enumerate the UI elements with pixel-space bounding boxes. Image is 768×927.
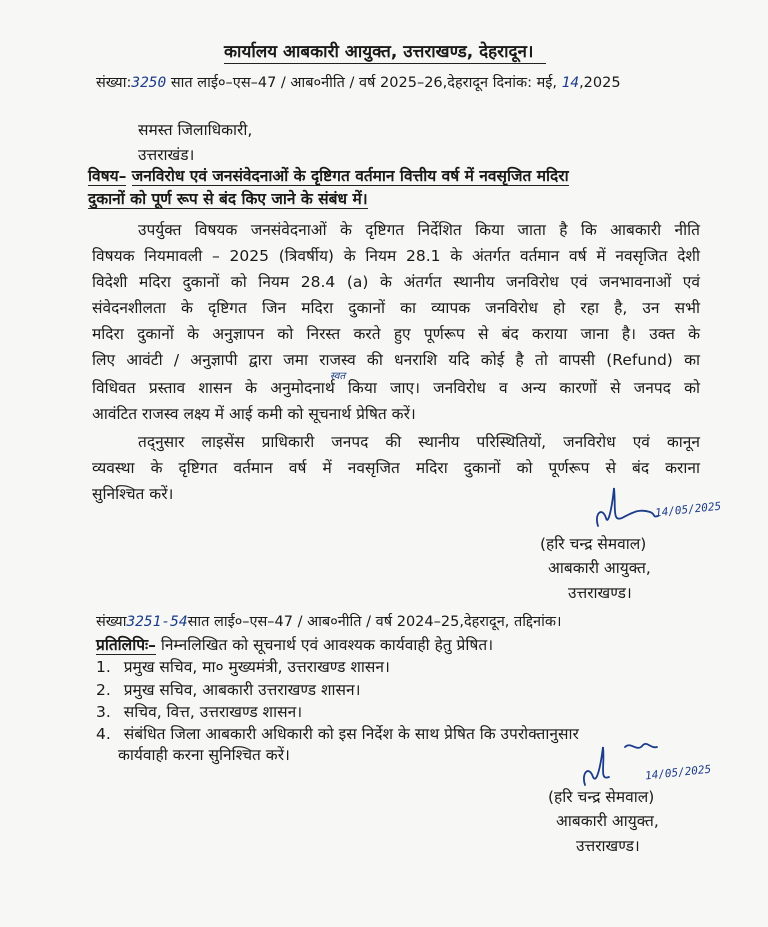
- ref-label: संख्या:: [96, 75, 132, 91]
- list-item: [96, 680, 360, 700]
- list-item-number: 2.: [96, 681, 111, 699]
- copy-ref-number: 3251-54: [126, 614, 188, 630]
- list-item-number: 1.: [96, 658, 111, 676]
- ref-year: ,2025: [579, 75, 621, 91]
- subject-label: विषय–: [88, 167, 127, 185]
- addressee-line1: समस्त जिलाधिकारी,: [138, 121, 253, 139]
- cc-label: प्रतिलिपिः–: [96, 636, 156, 654]
- para1-line: विधिवत प्रस्ताव शासन के अनुमोदनार्थ किया जाए। जनविरोध व अन्य कारणों से जनपद को: [92, 379, 700, 397]
- para1-line: लिए आवंटी / अनुज्ञापी द्वारा जमा राजस्व की धनराशि यदि कोई है तो वापसी (Refund) का: [92, 351, 700, 369]
- signer-designation: आबकारी आयुक्त,: [556, 812, 659, 830]
- list-item-text: संबंधित जिला आबकारी अधिकारी को इस निर्देश के साथ प्रेषित कि उपरोक्तानुसार: [123, 725, 579, 743]
- para1-line: विषयक नियमावली – 2025 (त्रिवर्षीय) के नियम 28.1 के अंतर्गत वर्तमान वर्ष में नवसृजित देशी: [92, 247, 700, 265]
- subject-text-1: जनविरोध एवं जनसंवेदनाओं के दृष्टिगत वर्तमान वित्तीय वर्ष में नवसृजित मदिरा: [131, 167, 569, 185]
- office-title: कार्यालय आबकारी आयुक्त, उत्तराखण्ड, देहरादून।: [224, 42, 534, 62]
- list-item-text: सचिव, वित्त, उत्तराखण्ड शासन।: [123, 703, 303, 721]
- cc-intro: निम्नलिखित को सूचनार्थ एवं आवश्यक कार्यवाही हेतु प्रेषित।: [155, 636, 494, 654]
- subject-line2: [88, 189, 368, 209]
- subject-text-2: दुकानों को पूर्ण रूप से बंद किए जाने के संबंध में।: [88, 190, 368, 208]
- handwritten-signature: [575, 735, 665, 794]
- insertion-mark: स्वत: [330, 371, 346, 382]
- title-underline: [224, 63, 546, 64]
- list-item: [96, 657, 390, 677]
- para2-line: तद्नुसार लाइसेंस प्राधिकारी जनपद की स्थानीय परिस्थितियों, जनविरोध एवं कानून: [138, 433, 700, 451]
- signer-place: उत्तराखण्ड।: [568, 584, 632, 602]
- list-item: [96, 724, 579, 744]
- reference-line: [96, 73, 621, 93]
- signature-date: 14/05/2025: [644, 762, 712, 783]
- para2-line: व्यवस्था के दृष्टिगत वर्तमान वर्ष में नवसृजित मदिरा दुकानों को पूर्णरूप से बंद कराना: [92, 459, 700, 477]
- ref-rest: सात लाई०–एस–47 / आब०नीति / वर्ष 2025–26,देहरादून दिनांक: मई,: [170, 75, 562, 91]
- signer-designation: आबकारी आयुक्त,: [548, 559, 651, 577]
- copy-ref-rest: सात लाई०–एस–47 / आब०नीति / वर्ष 2024–25,देहरादून, तद्दिनांक।: [187, 614, 562, 630]
- list-item-text: प्रमुख सचिव, आबकारी उत्तराखण्ड शासन।: [123, 681, 361, 699]
- subject-line1: [88, 166, 686, 186]
- para1-line: मदिरा दुकानों के अनुज्ञापन को निरस्त करते हुए पूर्णरूप से बंद कराया जाना है। उक्त के: [92, 325, 700, 343]
- signer-name: (हरि चन्द्र सेमवाल): [548, 788, 655, 806]
- para1-line: आवंटित राजस्व लक्ष्य में आई कमी को सूचनार्थ प्रेषित करें।: [92, 405, 416, 423]
- list-item-continuation: कार्यवाही करना सुनिश्चित करें।: [118, 746, 290, 764]
- list-item: [96, 702, 302, 722]
- ref-day: 14: [561, 75, 580, 91]
- ref-number: 3250: [131, 75, 167, 91]
- signer-name: (हरि चन्द्र सेमवाल): [540, 535, 647, 553]
- para1-line: संवेदनशीलता के दृष्टिगत जिन मदिरा दुकानों का व्यापक जनविरोध हो रहा है, उन सभी: [92, 299, 700, 317]
- list-item-number: 4.: [96, 725, 111, 743]
- para1-line: विदेशी मदिरा दुकानों को नियम 28.4 (a) के अंतर्गत स्थानीय जनविरोध एवं जनभावनाओं एवं: [92, 273, 700, 291]
- cc-heading: [96, 635, 493, 655]
- list-item-number: 3.: [96, 703, 111, 721]
- copy-ref-label: संख्या: [96, 614, 127, 630]
- list-item-text: प्रमुख सचिव, मा० मुख्यमंत्री, उत्तराखण्ड शासन।: [123, 658, 390, 676]
- copy-reference-line: [96, 612, 561, 632]
- signer-place: उत्तराखण्ड।: [576, 837, 640, 855]
- para1-line: उपर्युक्त विषयक जनसंवेदनाओं के दृष्टिगत निर्देशित किया जाता है कि आबकारी नीति: [138, 221, 700, 239]
- addressee-line2: उत्तराखंड।: [138, 146, 195, 164]
- signature-date: 14/05/2025: [654, 499, 722, 520]
- para2-line: सुनिश्चित करें।: [92, 485, 174, 503]
